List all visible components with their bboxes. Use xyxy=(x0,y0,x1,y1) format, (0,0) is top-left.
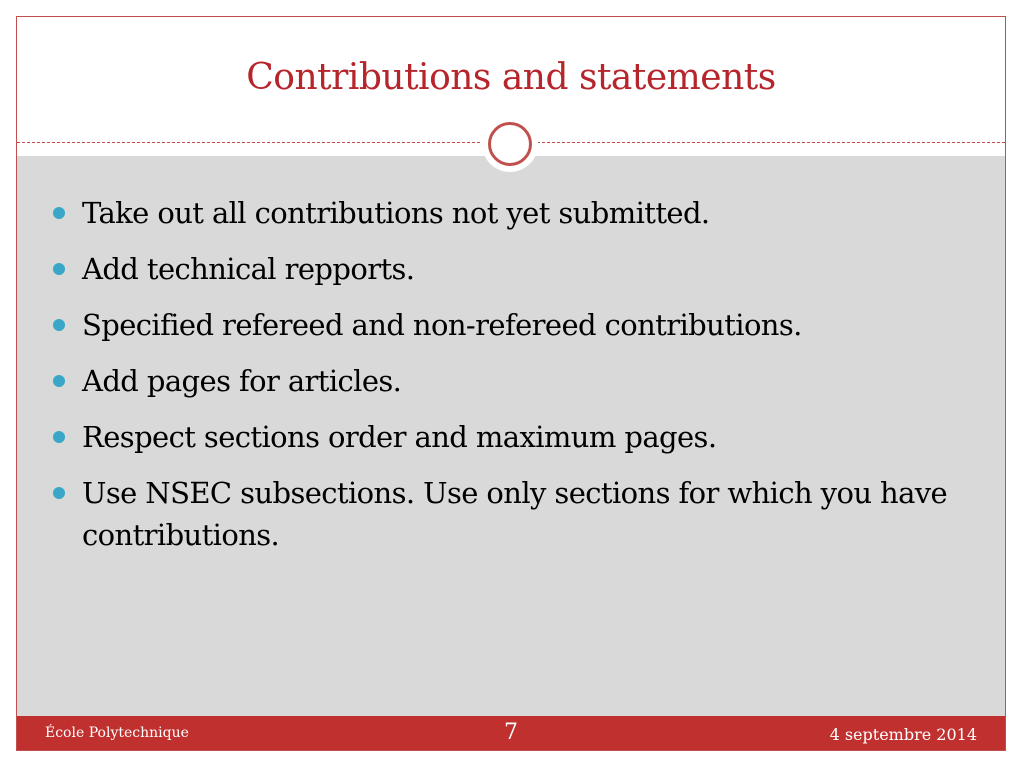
footer-bar xyxy=(17,716,1005,750)
bullet-dot-icon xyxy=(53,319,65,331)
bullet-dot-icon xyxy=(53,207,65,219)
bullet-text: Add technical repports. xyxy=(82,252,415,286)
bullet-text: Respect sections order and maximum pages. xyxy=(82,420,717,454)
footer-organization: École Polytechnique xyxy=(45,725,189,741)
bullet-text: Take out all contributions not yet submitted. xyxy=(82,196,710,230)
bullet-item xyxy=(50,360,970,402)
bullet-dot-icon xyxy=(53,487,65,499)
ring-circle xyxy=(488,122,532,166)
bullet-dot-icon xyxy=(53,263,65,275)
bullet-list xyxy=(50,192,970,570)
bullet-item xyxy=(50,248,970,290)
ring-ornament-icon xyxy=(482,116,538,172)
footer-date: 4 septembre 2014 xyxy=(829,725,977,744)
bullet-item xyxy=(50,472,970,556)
slide-title: Contributions and statements xyxy=(246,57,776,98)
bullet-item xyxy=(50,304,970,346)
bullet-text: Add pages for articles. xyxy=(82,364,402,398)
bullet-item xyxy=(50,192,970,234)
bullet-item xyxy=(50,416,970,458)
bullet-dot-icon xyxy=(53,375,65,387)
bullet-dot-icon xyxy=(53,431,65,443)
bullet-text: Specified refereed and non-refereed contributions. xyxy=(82,308,802,342)
bullet-text: Use NSEC subsections. Use only sections for which you have contributions. xyxy=(82,476,948,552)
footer-page-number: 7 xyxy=(504,720,518,745)
